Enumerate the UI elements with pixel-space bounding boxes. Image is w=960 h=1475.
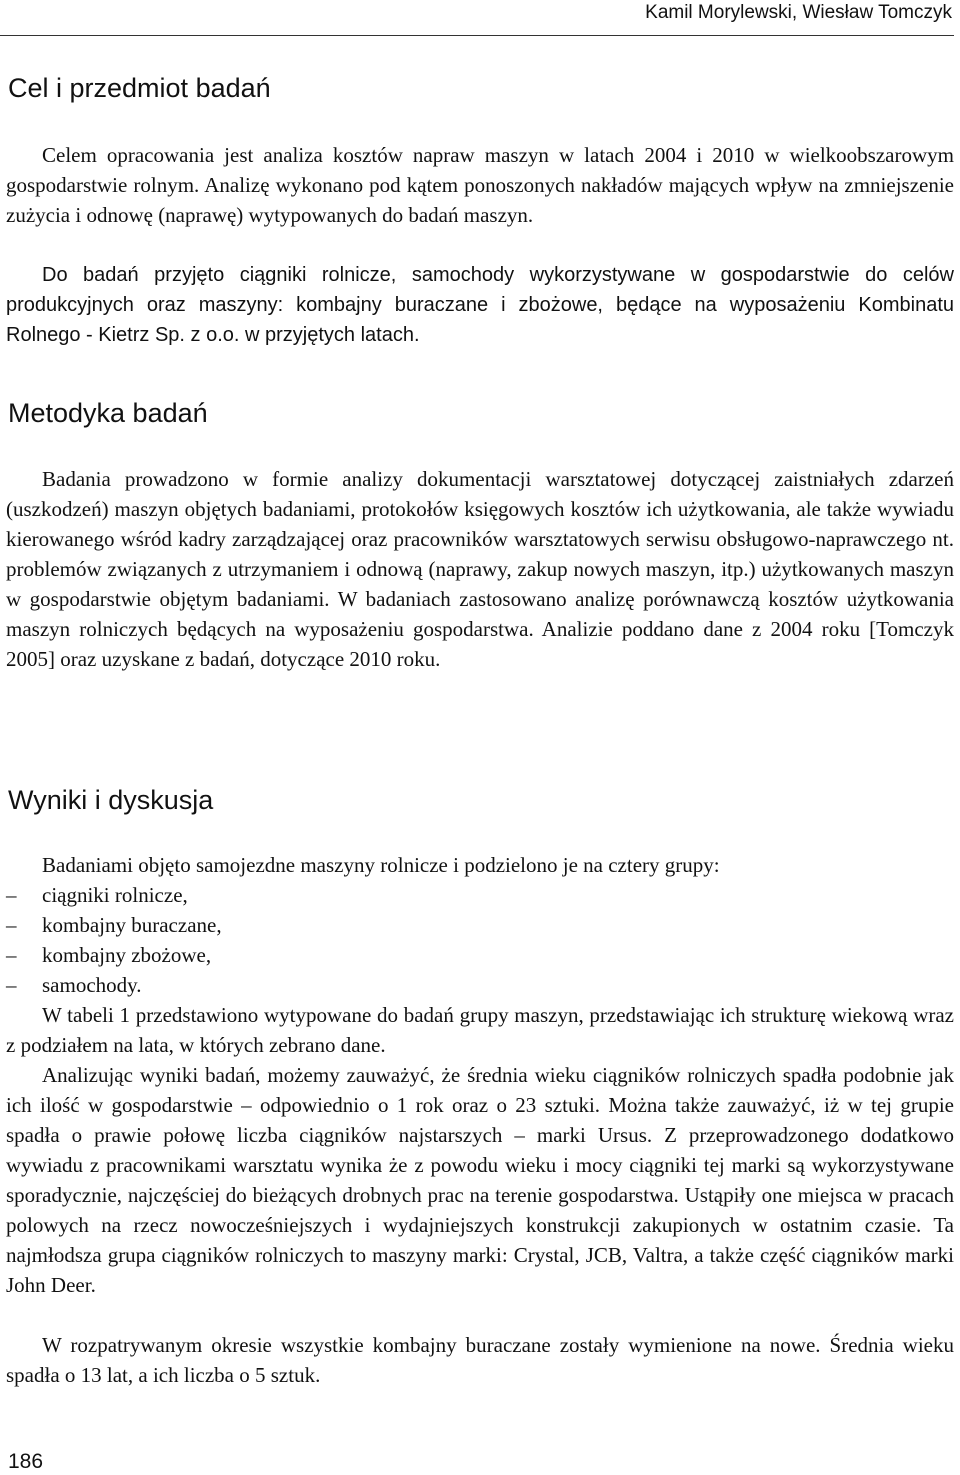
- paragraph-wyniki-intro: Badaniami objęto samojezdne maszyny rolnicze i podzielono je na cztery grupy:: [42, 853, 720, 877]
- paragraph-wyniki-1: W tabeli 1 przedstawiono wytypowane do badań grupy maszyn, przedstawiając ich strukturę wiekową wraz z podziałem na lata, w których zebrano dane.: [6, 1003, 954, 1057]
- list-marker: –: [6, 943, 17, 967]
- section-title-metodyka: Metodyka badań: [8, 398, 208, 428]
- paragraph-wyniki-3: W rozpatrywanym okresie wszystkie kombajny buraczane zostały wymienione na nowe. Średnia wieku spadła o 13 lat, a ich liczba o 5 sztuk.: [6, 1333, 954, 1387]
- section-title-cel: Cel i przedmiot badań: [8, 73, 271, 103]
- list-marker: –: [6, 883, 17, 907]
- list-item: [6, 910, 954, 940]
- section-title-wyniki: Wyniki i dyskusja: [8, 785, 214, 815]
- list-item-text: kombajny buraczane,: [42, 913, 222, 937]
- paragraph-metodyka-1: Badania prowadzono w formie analizy dokumentacji warsztatowej dotyczącej zaistniałych zdarzeń (uszkodzeń) maszyn objętych badaniami, protokołów księgowych kosztów ich użytkowania, ale także wywiadu kierowanego wśród kadry zarządzającej oraz pracowników warsztatowych serwisu obsługowo-naprawczego nt. problemów związanych z utrzymaniem i odnową (naprawy, zakup nowych maszyn, itp.) użytkowanych maszyn w gospodarstwie objętym badaniami. W badaniach zastosowano analizę porównawczą kosztów użytkowania maszyn rolniczych będących na wyposażeniu gospodarstwa. Analizie poddano dane z 2004 roku [Tomczyk 2005] oraz uzyskane z badań, dotyczące 2010 roku.: [6, 467, 954, 671]
- paragraph-cel-1: Celem opracowania jest analiza kosztów napraw maszyn w latach 2004 i 2010 w wielkoobszarowym gospodarstwie rolnym. Analizę wykonano pod kątem ponoszonych nakładów mających wpływ na zmniejszenie zużycia i odnowę (naprawę) wytypowanych do badań maszyn.: [6, 143, 954, 227]
- machine-group-list: [6, 880, 954, 1000]
- paragraph-wyniki-2: Analizując wyniki badań, możemy zauważyć, że średnia wieku ciągników rolniczych spadła podobnie jak ich ilość w gospodarstwie – odpowiednio o 1 rok oraz o 23 sztuki. Można także zauważyć, iż w tej grupie spadła o prawie połowę liczba ciągników najstarszych – marki Ursus. Z przeprowadzonego dodatkowo wywiadu z pracownikami warsztatu wynika że z powodu wieku i mocy ciągniki tej marki są wykorzystywane sporadycznie, najczęściej do bieżących drobnych prac na terenie gospodarstwa. Ustąpiły one miejsca w pracach polowych na rzecz nowocześniejszych i wydajniejszych konstrukcji zakupionych w ostatnim czasie. Ta najmłodsza grupa ciągników rolniczych to maszyny marki: Crystal, JCB, Valtra, a także część ciągników marki John Deer.: [6, 1063, 954, 1297]
- list-item: [6, 970, 954, 1000]
- list-marker: –: [6, 973, 17, 997]
- header-authors: Kamil Morylewski, Wiesław Tomczyk: [645, 2, 952, 23]
- running-header: [0, 0, 954, 36]
- list-item-text: samochody.: [42, 973, 142, 997]
- list-marker: –: [6, 913, 17, 937]
- list-item: [6, 880, 954, 910]
- paragraph-cel-2: Do badań przyjęto ciągniki rolnicze, samochody wykorzystywane w gospodarstwie do celów produkcyjnych oraz maszyny: kombajny buraczane i zbożowe, będące na wyposażeniu Kombinatu Rolnego - Kietrz Sp. z o.o. w przyjętych latach.: [6, 264, 954, 346]
- list-item: [6, 940, 954, 970]
- list-item-text: ciągniki rolnicze,: [42, 883, 188, 907]
- page-number: 186: [8, 1450, 44, 1473]
- list-item-text: kombajny zbożowe,: [42, 943, 212, 967]
